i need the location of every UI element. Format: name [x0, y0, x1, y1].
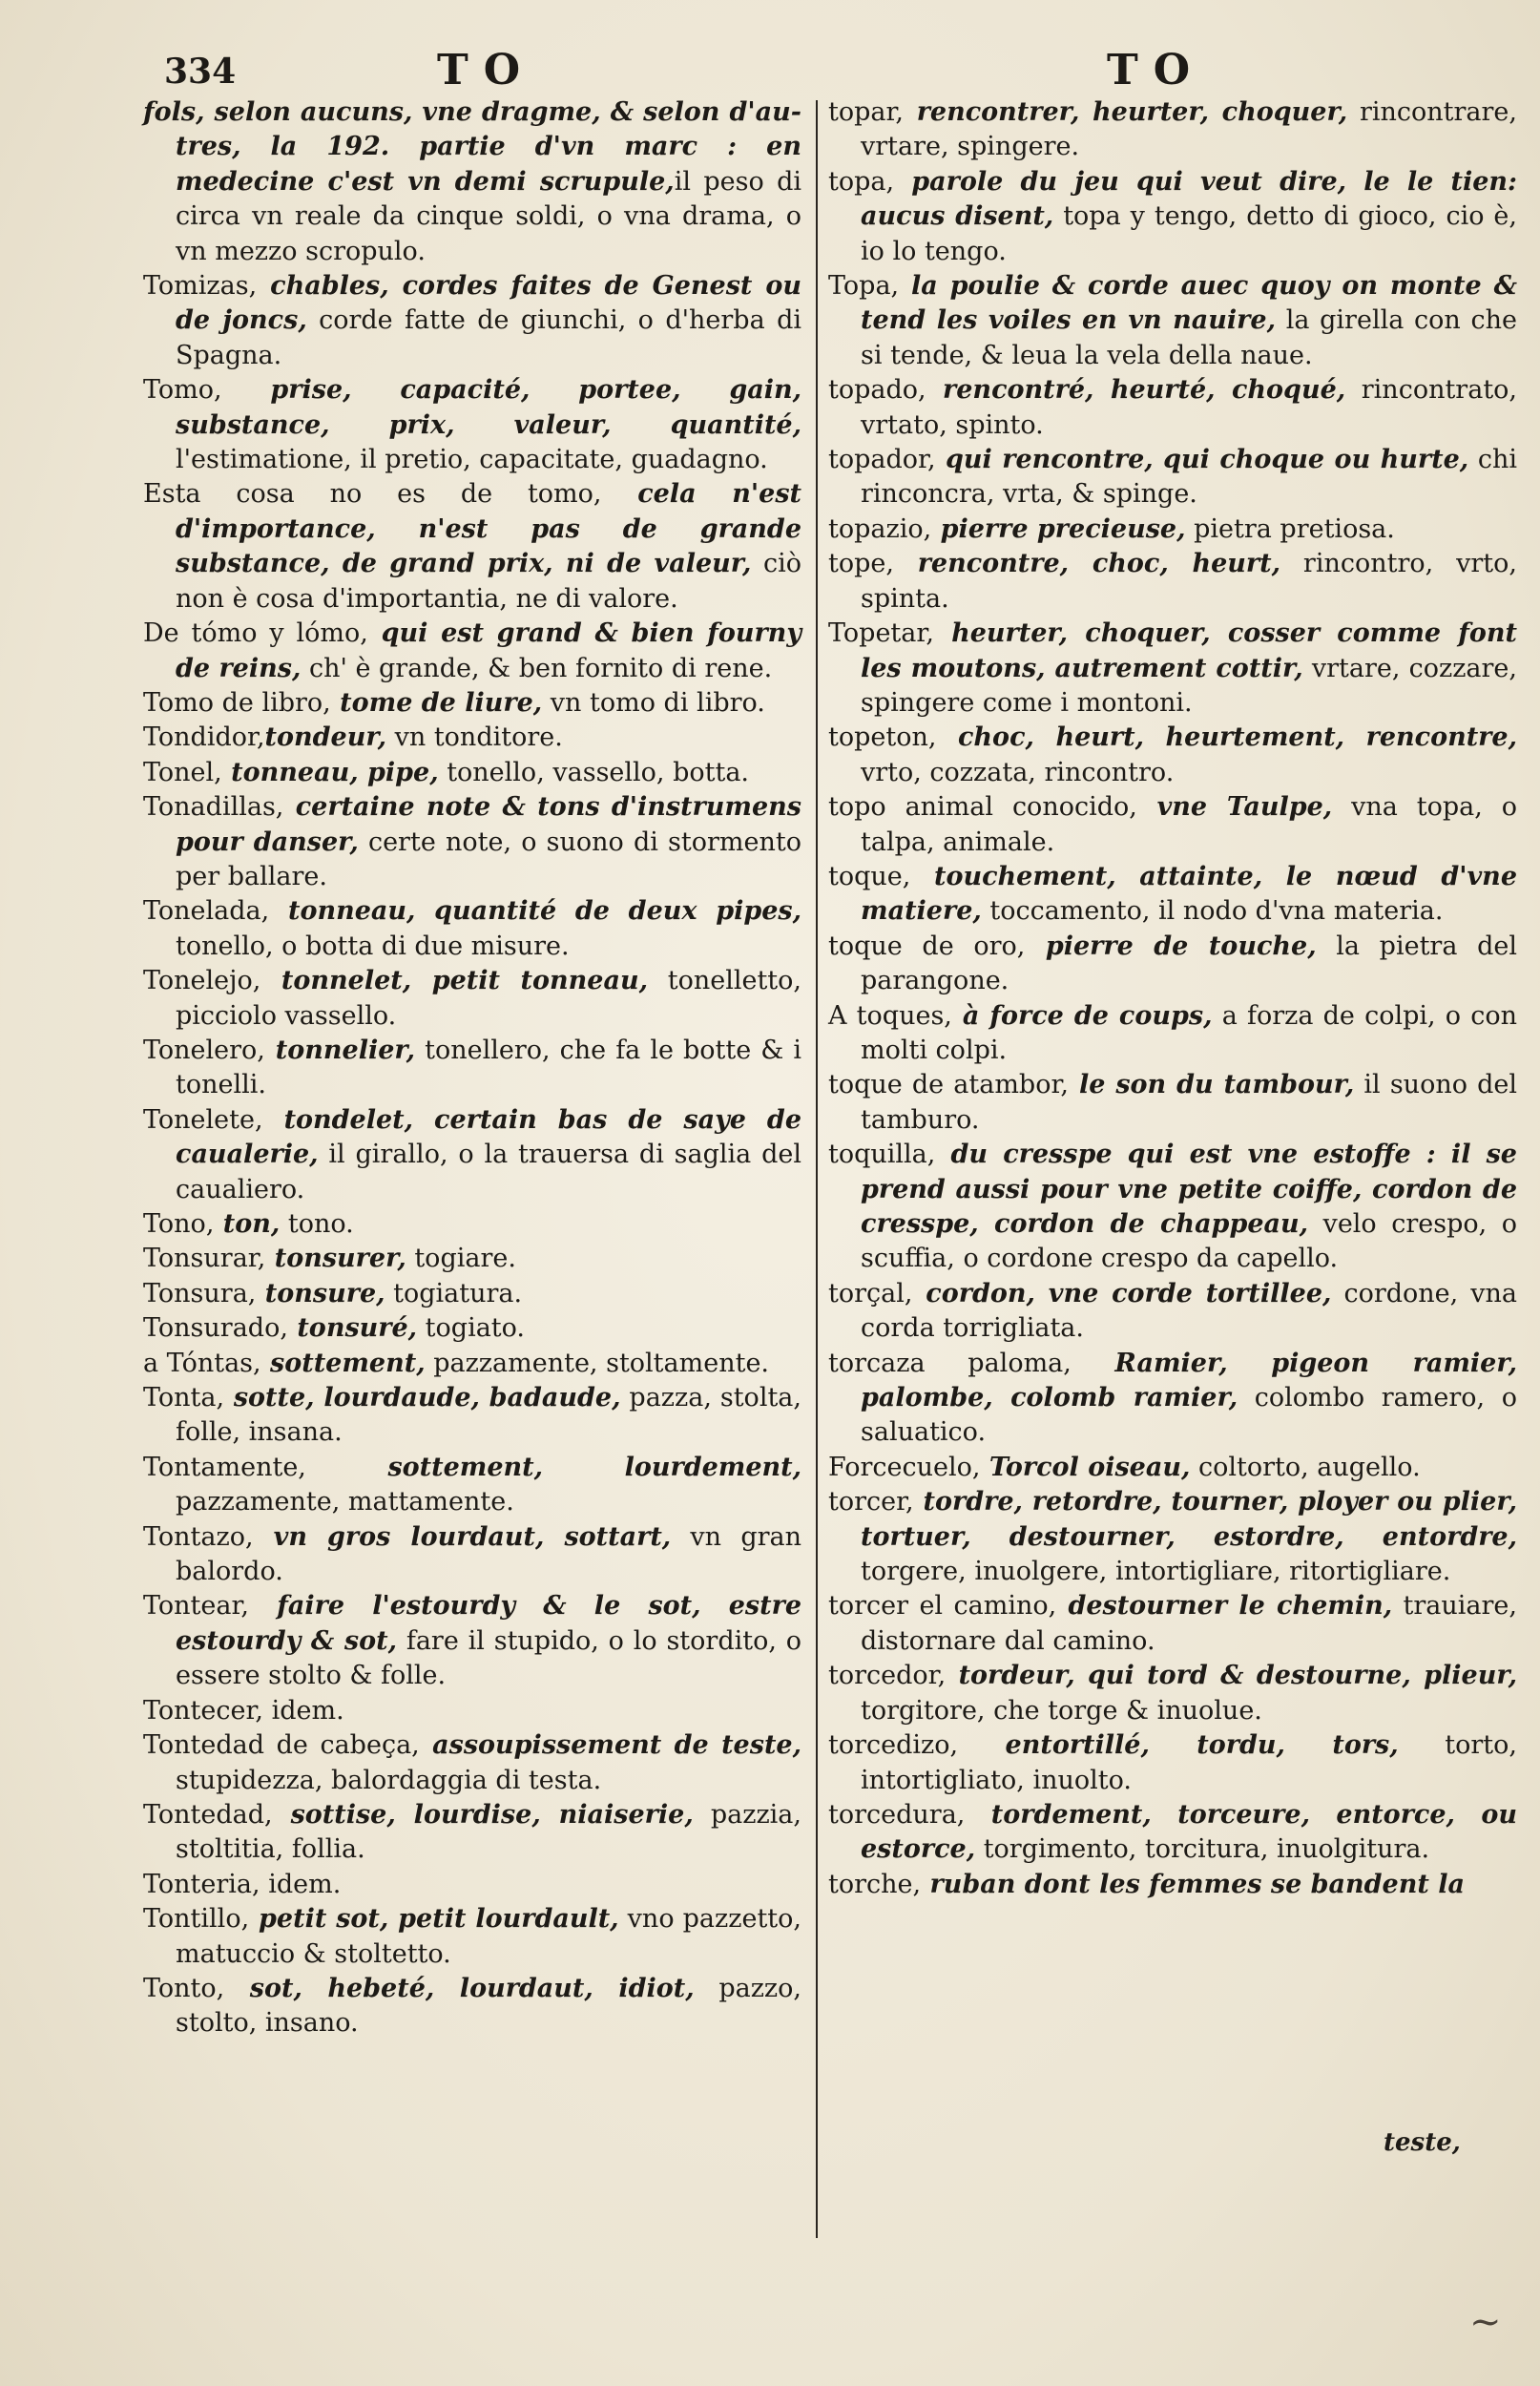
- italian-gloss: vn tomo di libro.: [542, 687, 765, 718]
- italian-gloss: idem.: [260, 1869, 342, 1899]
- dictionary-entry: [828, 1068, 1517, 1138]
- italian-gloss: trauiare, distornare dal camino.: [861, 1591, 1517, 1656]
- italian-gloss: togiato.: [417, 1313, 526, 1344]
- italian-gloss: vn gran balordo.: [176, 1521, 801, 1587]
- french-gloss: entortillé, tordu, tors,: [958, 1730, 1399, 1761]
- ornament-curl: ~: [1469, 2300, 1502, 2344]
- headword: Tonto,: [143, 1973, 225, 2003]
- dictionary-entry: [828, 617, 1517, 721]
- french-gloss: prise, capacité, portee, gain, substance, prix, valeur, quantité,: [176, 375, 801, 440]
- dictionary-entry: [828, 1347, 1517, 1451]
- catchword: teste,: [1384, 2128, 1461, 2157]
- italian-gloss: idem.: [263, 1695, 344, 1726]
- french-gloss: fols, selon aucuns, vne dragme, & selon d'au-tres, la 192. partie d'vn marc : en medecine c'est vn demi scrupule,: [143, 97, 801, 197]
- headword: Tonelete,: [143, 1104, 263, 1135]
- dictionary-entry: [143, 1589, 801, 1693]
- french-gloss: sot, hebeté, lourdaut, idiot,: [224, 1973, 695, 2003]
- headword: torcedura,: [828, 1799, 966, 1830]
- italian-gloss: vrtare, cozzare, spingere come i montoni.: [861, 653, 1517, 718]
- french-gloss: parole du jeu qui veut dire, le le tien: aucus disent,: [861, 166, 1517, 232]
- french-gloss: la poulie & corde auec quoy on monte & tend les voiles en vn nauire,: [861, 271, 1517, 336]
- french-gloss: choc, heurt, heurtement, rencontre,: [936, 722, 1517, 753]
- italian-gloss: chi rinconcra, vrta, & spinge.: [861, 445, 1517, 510]
- italian-gloss: pazza, stolta, folle, insana.: [176, 1383, 801, 1448]
- dictionary-entry: [828, 1798, 1517, 1868]
- headword: Tontedad de cabeça,: [143, 1730, 420, 1761]
- dictionary-entry: [143, 1520, 801, 1590]
- dictionary-entry: [143, 617, 801, 686]
- headword: topar,: [828, 97, 905, 127]
- french-gloss: rencontrer, heurter, choquer,: [904, 97, 1348, 127]
- french-gloss: sotte, lourdaude, badaude,: [224, 1383, 621, 1413]
- dictionary-entry: [143, 721, 801, 755]
- dictionary-entry: [143, 1034, 801, 1103]
- right-column: [828, 95, 1517, 1902]
- headword: torçal,: [828, 1278, 913, 1308]
- dictionary-entry: [828, 1728, 1517, 1798]
- dictionary-entry: [143, 1277, 801, 1311]
- french-gloss: tondeur,: [264, 722, 387, 753]
- headword: torcer,: [828, 1487, 914, 1517]
- dictionary-entry: [143, 269, 801, 373]
- french-gloss: vne Taulpe,: [1136, 792, 1333, 823]
- headword: topazio,: [828, 513, 932, 544]
- headword: Tontazo,: [143, 1521, 254, 1552]
- headword: torcedizo,: [828, 1730, 959, 1761]
- french-gloss: tonneau, pipe,: [221, 757, 439, 787]
- italian-gloss: tonello, vassello, botta.: [438, 757, 750, 787]
- french-gloss: le son du tambour,: [1069, 1070, 1355, 1100]
- dictionary-entry: [143, 686, 801, 721]
- italian-gloss: tonellero, che fa le botte & i tonelli.: [176, 1035, 802, 1100]
- french-gloss: tonneau, quantité de deux pipes,: [269, 896, 801, 927]
- italian-gloss: il suono del tamburo.: [861, 1070, 1517, 1135]
- headword: Tonsurado,: [143, 1313, 288, 1344]
- dictionary-entry: [143, 373, 801, 477]
- french-gloss: vn gros lourdaut, sottart,: [253, 1521, 672, 1552]
- headword: tope,: [828, 549, 894, 579]
- italian-gloss: pazzamente, stoltamente.: [425, 1348, 770, 1378]
- dictionary-entry: [828, 443, 1517, 513]
- headword: torche,: [828, 1869, 922, 1899]
- headword: Tonteria,: [143, 1869, 260, 1899]
- french-gloss: assoupissement de teste,: [419, 1730, 801, 1761]
- french-gloss: rencontre, choc, heurt,: [893, 549, 1281, 579]
- italian-gloss: coltorto, augello.: [1190, 1452, 1421, 1482]
- dictionary-entry: [143, 1902, 801, 1972]
- french-gloss: touchement, attainte, le nœud d'vne matiere,: [861, 861, 1517, 927]
- italian-gloss: pazzamente, mattamente.: [176, 1487, 514, 1517]
- italian-gloss: fare il stupido, o lo stordito, o essere stolto & folle.: [176, 1625, 801, 1691]
- dictionary-entry: [143, 964, 801, 1034]
- italian-gloss: la girella con che si tende, & leua la vela della naue.: [861, 305, 1517, 370]
- french-gloss: tordement, torceure, entorce, ou estorce,: [861, 1799, 1517, 1865]
- italian-gloss: velo crespo, o scuffia, o cordone crespo da capello.: [861, 1209, 1517, 1274]
- dictionary-entry: [143, 1451, 801, 1520]
- headword: topado,: [828, 375, 926, 406]
- dictionary-entry: [143, 1798, 801, 1868]
- headword: Tontecer,: [143, 1695, 264, 1726]
- french-gloss: pierre precieuse,: [931, 513, 1186, 544]
- dictionary-entry: [828, 1451, 1517, 1485]
- headword: Tondidor,: [143, 722, 265, 753]
- french-gloss: Torcol oiseau,: [980, 1452, 1191, 1482]
- french-gloss: certaine note & tons d'instrumens pour danser,: [176, 792, 801, 857]
- french-gloss: Ramier, pigeon ramier, palombe, colomb ramier,: [861, 1348, 1517, 1413]
- italian-gloss: il girallo, o la trauersa di saglia del caualiero.: [176, 1140, 801, 1204]
- headword: Tonelada,: [143, 896, 270, 927]
- left-column: [143, 95, 801, 2041]
- headword: Tomo,: [143, 375, 222, 406]
- italian-gloss: tonello, o botta di due misure.: [176, 931, 570, 961]
- headword: A toques,: [828, 1000, 952, 1031]
- french-gloss: du cresspe qui est vne estoffe : il se prend aussi pour vne petite coiffe, cordon de cresspe, cordon de chappeau,: [861, 1140, 1517, 1239]
- italian-gloss: tonelletto, picciolo vassello.: [176, 966, 801, 1031]
- headword: Esta cosa no es de tomo,: [143, 479, 602, 510]
- dictionary-entry: [143, 1694, 801, 1728]
- dictionary-entry: [143, 1242, 801, 1276]
- italian-gloss: a forza de colpi, o con molti colpi.: [861, 1000, 1517, 1065]
- italian-gloss: il peso di circa vn reale da cinque soldi, o vna drama, o vn mezzo scropulo.: [176, 166, 801, 266]
- french-gloss: tonsure,: [256, 1278, 385, 1308]
- italian-gloss: cordone, vna corda torrigliata.: [861, 1278, 1517, 1344]
- french-gloss: heurter, choquer, cosser comme font les moutons, autrement cottir,: [861, 618, 1517, 683]
- headword: Tontamente,: [143, 1452, 306, 1482]
- headword: Tomo de libro,: [143, 687, 331, 718]
- dictionary-entry: [143, 894, 801, 964]
- italian-gloss: torgitore, che torge & inuolue.: [861, 1695, 1262, 1726]
- italian-gloss: toccamento, il nodo d'vna materia.: [981, 896, 1444, 927]
- italian-gloss: topa y tengo, detto di gioco, cio è, io lo tengo.: [861, 201, 1517, 266]
- headword: Topetar,: [828, 618, 934, 649]
- italian-gloss: certe note, o suono di stormento per ballare.: [176, 827, 801, 891]
- dictionary-entry: [143, 477, 801, 617]
- french-gloss: cordon, vne corde tortillee,: [912, 1278, 1332, 1308]
- headword: torcedor,: [828, 1661, 947, 1691]
- headword: Tontedad,: [143, 1799, 273, 1830]
- headword: Topa,: [828, 271, 900, 302]
- dictionary-entry: [828, 930, 1517, 999]
- dictionary-entry: [828, 1659, 1517, 1728]
- french-gloss: qui rencontre, qui choque ou hurte,: [935, 445, 1469, 475]
- french-gloss: sottement, lourdement,: [305, 1452, 801, 1482]
- headword: toquilla,: [828, 1140, 936, 1170]
- french-gloss: chables, cordes faites de Genest ou de joncs,: [176, 271, 801, 336]
- french-gloss: ton,: [214, 1209, 281, 1239]
- dictionary-entry: [828, 1138, 1517, 1277]
- dictionary-entry: [828, 1589, 1517, 1659]
- italian-gloss: stupidezza, balordaggia di testa.: [176, 1765, 602, 1795]
- italian-gloss: pietra pretiosa.: [1185, 513, 1395, 544]
- italian-gloss: torgere, inuolgere, intortigliare, ritortigliare.: [861, 1557, 1451, 1587]
- page-number: 334: [164, 52, 237, 92]
- dictionary-entry: [143, 756, 801, 790]
- headword: toque,: [828, 861, 911, 891]
- dictionary-entry: [828, 721, 1517, 790]
- dictionary-entry: [828, 1485, 1517, 1589]
- french-gloss: cela n'est d'importance, n'est pas de grande substance, de grand prix, ni de valeur,: [176, 479, 801, 579]
- italian-gloss: togiatura.: [385, 1278, 523, 1308]
- french-gloss: petit sot, petit lourdault,: [249, 1904, 619, 1935]
- italian-gloss: l'estimatione, il pretio, capacitate, guadagno.: [176, 445, 768, 475]
- dictionary-entry: [828, 373, 1517, 443]
- french-gloss: tome de liure,: [330, 687, 543, 718]
- dictionary-entry: [828, 790, 1517, 860]
- french-gloss: tordre, retordre, tourner, ployer ou plier, tortuer, destourner, estordre, entordre,: [861, 1487, 1517, 1552]
- dictionary-entry: [143, 1347, 801, 1381]
- italian-gloss: rincontrato, vrtato, spinto.: [861, 375, 1518, 440]
- italian-gloss: vn tonditore.: [386, 722, 563, 753]
- dictionary-entry: [828, 1277, 1517, 1347]
- italian-gloss: vna topa, o talpa, animale.: [861, 792, 1517, 857]
- italian-gloss: pazzo, stolto, insano.: [176, 1973, 801, 2039]
- dictionary-entry: [828, 999, 1517, 1069]
- dictionary-entry: [143, 1103, 801, 1207]
- headword: a Tóntas,: [143, 1348, 261, 1378]
- dictionary-entry: [828, 1868, 1517, 1902]
- italian-gloss: ciò non è cosa d'importantia, ne di valore.: [176, 549, 801, 614]
- italian-gloss: torgimento, torcitura, inuolgitura.: [975, 1834, 1430, 1865]
- dictionary-entry: [143, 1972, 801, 2041]
- french-gloss: tondelet, certain bas de saye de caualerie,: [176, 1104, 801, 1170]
- italian-gloss: corde fatte de giunchi, o d'herba di Spagna.: [176, 305, 801, 370]
- dictionary-entry: [828, 269, 1517, 373]
- headword: Tontear,: [143, 1591, 250, 1622]
- french-gloss: qui est grand & bien fourny de reins,: [176, 618, 802, 683]
- french-gloss: faire l'estourdy & le sot, estre estourdy & sot,: [176, 1591, 801, 1656]
- french-gloss: pierre de touche,: [1025, 931, 1317, 961]
- headword: Tonta,: [143, 1383, 225, 1413]
- dictionary-entry: [828, 860, 1517, 930]
- dictionary-entry: [143, 1728, 801, 1798]
- french-gloss: tonnelet, petit tonneau,: [260, 966, 648, 996]
- french-gloss: à force de coups,: [951, 1000, 1213, 1031]
- italian-gloss: ch' è grande, & ben fornito di rene.: [301, 653, 773, 683]
- headword: torcer el camino,: [828, 1591, 1057, 1622]
- dictionary-entry: [143, 790, 801, 894]
- running-head-right: TO: [1107, 46, 1206, 94]
- headword: topeton,: [828, 722, 937, 753]
- headword: topo animal conocido,: [828, 792, 1137, 823]
- headword: torcaza paloma,: [828, 1348, 1072, 1378]
- headword: Tonsura,: [143, 1278, 257, 1308]
- headword: toque de oro,: [828, 931, 1026, 961]
- headword: topa,: [828, 166, 895, 197]
- italian-gloss: tono.: [280, 1209, 354, 1239]
- italian-gloss: torto, intortigliato, inuolto.: [861, 1730, 1517, 1795]
- italian-gloss: vno pazzetto, matuccio & stoltetto.: [176, 1904, 801, 1969]
- headword: Tomizas,: [143, 271, 258, 302]
- dictionary-entry: [143, 95, 801, 269]
- dictionary-entry: [828, 95, 1517, 165]
- dictionary-entry: [828, 165, 1517, 269]
- french-gloss: sottement,: [260, 1348, 426, 1378]
- italian-gloss: pazzia, stoltitia, follia.: [176, 1799, 801, 1865]
- italian-gloss: la pietra del parangone.: [861, 931, 1518, 996]
- italian-gloss: colombo ramero, o saluatico.: [861, 1383, 1517, 1448]
- dictionary-entry: [143, 1207, 801, 1242]
- headword: Tontillo,: [143, 1904, 250, 1935]
- french-gloss: destourner le chemin,: [1056, 1591, 1393, 1622]
- french-gloss: tonnelier,: [264, 1035, 416, 1065]
- dictionary-entry: [828, 513, 1517, 547]
- headword: Forcecuelo,: [828, 1452, 981, 1482]
- column-divider: [816, 100, 818, 2238]
- french-gloss: sottise, lourdise, niaiserie,: [272, 1799, 694, 1830]
- headword: toque de atambor,: [828, 1070, 1069, 1100]
- italian-gloss: rincontro, vrto, spinta.: [861, 549, 1517, 614]
- dictionary-entry: [143, 1868, 801, 1902]
- running-head-left: TO: [437, 46, 536, 94]
- french-gloss: tonsuré,: [287, 1313, 418, 1344]
- italian-gloss: vrto, cozzata, rincontro.: [861, 757, 1175, 787]
- french-gloss: ruban dont les femmes se bandent la: [921, 1869, 1465, 1899]
- dictionary-entry: [828, 547, 1517, 617]
- headword: Tonadillas,: [143, 792, 284, 823]
- italian-gloss: rincontrare, vrtare, spingere.: [861, 97, 1517, 162]
- page-header: [0, 40, 1540, 97]
- headword: Tonel,: [143, 757, 222, 787]
- french-gloss: tonsurer,: [265, 1244, 406, 1274]
- dictionary-entry: [143, 1381, 801, 1451]
- dictionary-entry: [143, 1311, 801, 1346]
- headword: Tonsurar,: [143, 1244, 266, 1274]
- italian-gloss: togiare.: [406, 1244, 516, 1274]
- french-gloss: tordeur, qui tord & destourne, plieur,: [946, 1661, 1517, 1691]
- headword: Tono,: [143, 1209, 215, 1239]
- headword: De tómo y lómo,: [143, 618, 368, 649]
- headword: Tonelero,: [143, 1035, 265, 1065]
- headword: Tonelejo,: [143, 966, 261, 996]
- french-gloss: rencontré, heurté, choqué,: [926, 375, 1346, 406]
- headword: topador,: [828, 445, 936, 475]
